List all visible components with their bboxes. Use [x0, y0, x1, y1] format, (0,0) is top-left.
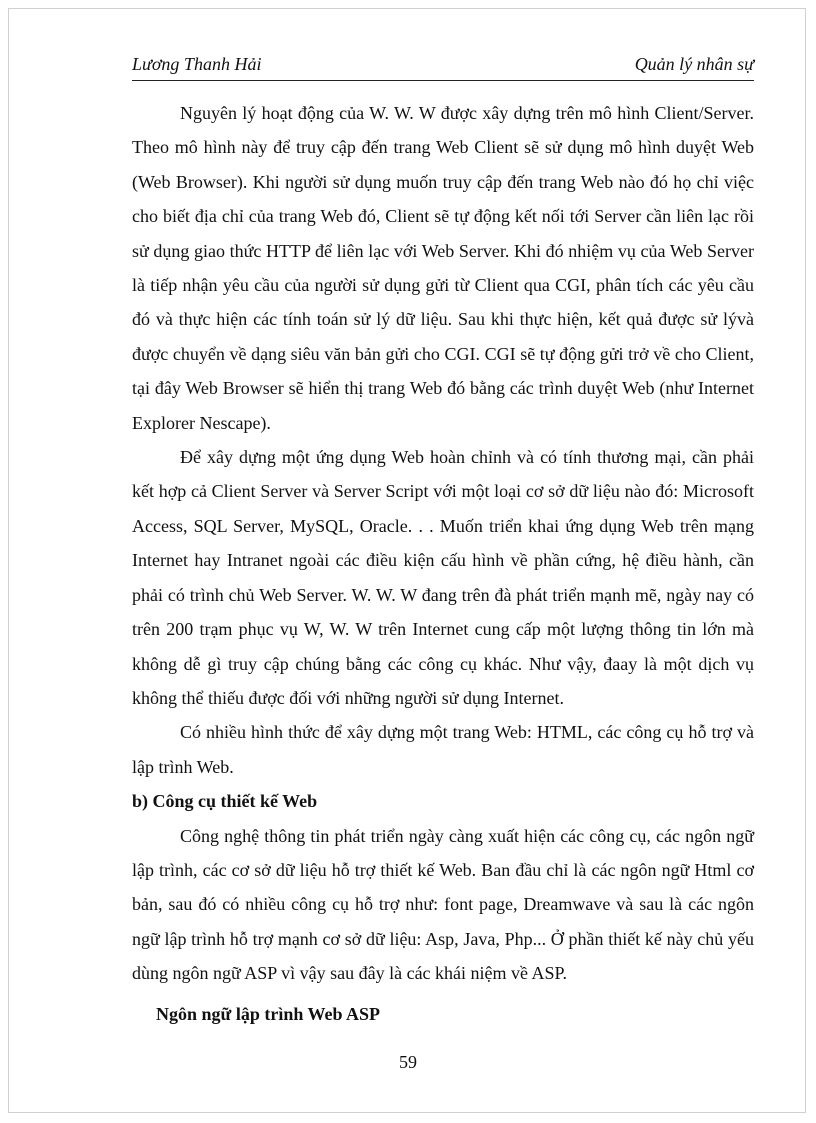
asp-heading: Ngôn ngữ lập trình Web ASP: [156, 1003, 381, 1024]
page-header: [132, 52, 754, 81]
page-number: 59: [399, 1052, 417, 1072]
paragraph-web-application: Để xây dựng một ứng dụng Web hoàn chỉnh và có tính thương mại, cần phải kết hợp cả Client Server và Server Script với một loại cơ sở dữ liệu nào đó: Microsoft Access, SQL Server, MySQL, Oracle. . . Muốn triển khai ứng dụng Web trên mạng Internet hay Intranet ngoài các điều kiện cấu hình về phần cứng, hệ điều hành, cần phải có trình chủ Web Server. W. W. W đang trên đà phát triển mạnh mẽ, ngày nay có trên 200 trạm phục vụ W, W. W trên Internet cung cấp một lượng thông tin lớn mà không dễ gì truy cập chúng bằng các công cụ khác. Như vậy, đaay là một dịch vụ không thể thiếu được đối với những người sử dụng Internet.: [132, 447, 754, 708]
document-body: [132, 96, 754, 1031]
paragraph-design-tools: Công nghệ thông tin phát triển ngày càng xuất hiện các công cụ, các ngôn ngữ lập trình, các cơ sở dữ liệu hỗ trợ thiết kế Web. Ban đầu chỉ là các ngôn ngữ Html cơ bản, sau đó có nhiều công cụ hỗ trợ như: font page, Dreamwave và sau là các ngôn ngữ lập trình hỗ trợ mạnh cơ sở dữ liệu: Asp, Java, Php... Ở phần thiết kế này chủ yếu dùng ngôn ngữ ASP vì vậy sau đây là các khái niệm về ASP.: [132, 825, 754, 984]
section-b-heading: b) Công cụ thiết kế Web: [132, 791, 318, 812]
header-author: Lương Thanh Hải: [132, 54, 262, 74]
paragraph-www-principle: Nguyên lý hoạt động của W. W. W được xây dựng trên mô hình Client/Server. Theo mô hình này để truy cập đến trang Web Client sẽ sử dụng mô hình duyệt Web (Web Browser). Khi người sử dụng muốn truy cập đến trang Web nào đó họ chỉ việc cho biết địa chỉ của trang Web đó, Client sẽ tự động kết nối tới Server cần liên lạc rồi sử dụng giao thức HTTP để liên lạc với Web Server. Khi đó nhiệm vụ của Web Server là tiếp nhận yêu cầu của người sử dụng gửi từ Client qua CGI, phân tích các yêu cầu đó và thực hiện các tính toán sử lý dữ liệu. Sau khi thực hiện, kết quả được sử lývà được chuyển về dạng siêu văn bản gửi cho CGI. CGI sẽ tự động gửi trở về cho Client, tại đây Web Browser sẽ hiển thị trang Web đó bằng các trình duyệt Web (như Internet Explorer Nescape).: [132, 103, 754, 433]
header-title: Quản lý nhân sự: [634, 54, 754, 74]
paragraph-web-forms: Có nhiều hình thức để xây dựng một trang Web: HTML, các công cụ hỗ trợ và lập trình Web.: [132, 722, 754, 777]
